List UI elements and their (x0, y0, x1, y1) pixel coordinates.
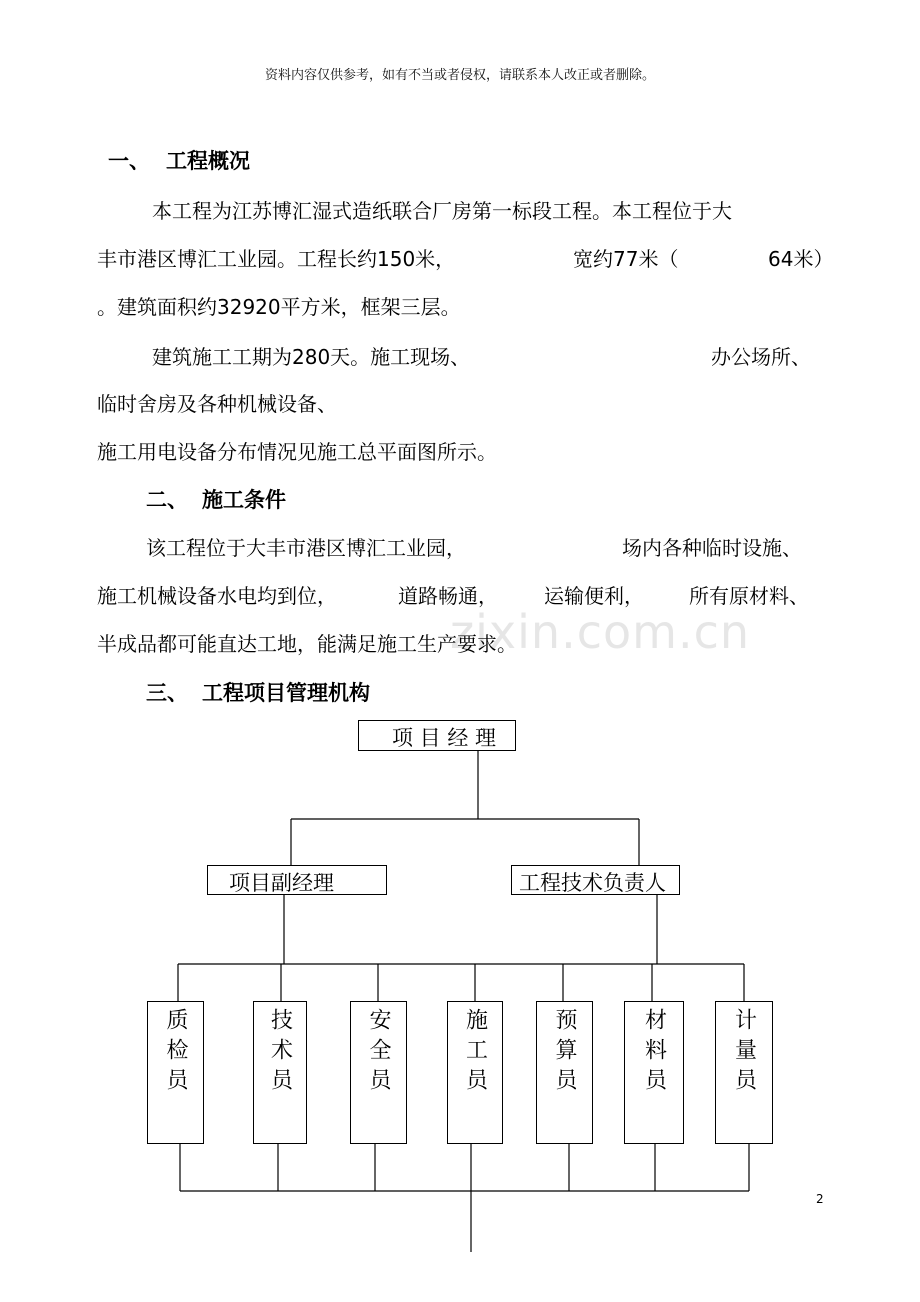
s1-line4b: 办公场所、 (711, 345, 811, 369)
box-measurement-officer (715, 1001, 773, 1144)
box-quality-inspector (147, 1001, 204, 1144)
page-number: 2 (816, 1192, 824, 1206)
s2-line3: 半成品都可能直达工地，能满足施工生产要求。 (97, 632, 517, 656)
s2-line2d: 所有原材料、 (689, 584, 809, 608)
label-safety-officer: 安全员 (366, 1008, 391, 1098)
box-safety-officer (350, 1001, 407, 1144)
section-1-number: 一、 (108, 149, 150, 173)
section-3-number: 三、 (146, 681, 188, 705)
label-quality-inspector: 质检员 (163, 1008, 188, 1098)
s2-line1b: 场内各种临时设施、 (622, 536, 802, 560)
label-measurement-officer: 计量员 (731, 1008, 757, 1098)
box-construction-worker (447, 1001, 503, 1144)
section-2-title: 施工条件 (202, 488, 286, 512)
label-deputy-manager: 项目副经理 (229, 871, 334, 895)
label-tech-lead: 工程技术负责人 (519, 871, 666, 895)
box-materials-officer (624, 1001, 684, 1144)
section-1-title: 工程概况 (166, 149, 250, 173)
s1-line1: 本工程为江苏博汇湿式造纸联合厂房第一标段工程。本工程位于大 (152, 199, 732, 223)
s1-line6: 施工用电设备分布情况见施工总平面图所示。 (97, 440, 497, 464)
s2-line2a: 施工机械设备水电均到位， (97, 584, 337, 608)
s1-line2a: 丰市港区博汇工业园。工程长约150米， (97, 247, 456, 271)
label-technician: 技术员 (267, 1008, 293, 1098)
s1-line2c: 64米） (768, 247, 834, 271)
section-3-title: 工程项目管理机构 (202, 681, 370, 705)
label-construction-worker: 施工员 (462, 1008, 488, 1098)
s2-line2c: 运输便利， (544, 584, 644, 608)
s2-line1a: 该工程位于大丰市港区博汇工业园， (146, 536, 466, 560)
watermark: zixin.com.cn (450, 605, 751, 659)
s1-line5: 临时舍房及各种机械设备、 (97, 392, 337, 416)
section-2-number: 二、 (146, 488, 188, 512)
box-technician (253, 1001, 307, 1144)
label-materials-officer: 材料员 (641, 1008, 667, 1098)
box-budget-officer (536, 1001, 593, 1144)
disclaimer-header: 资料内容仅供参考，如有不当或者侵权，请联系本人改正或者删除。 (264, 68, 655, 83)
s1-line2b: 宽约77米（ (573, 247, 679, 271)
label-budget-officer: 预算员 (552, 1008, 577, 1098)
s1-line4a: 建筑施工工期为280天。施工现场、 (152, 345, 471, 369)
label-project-manager: 项 目 经 理 (392, 726, 497, 750)
s1-line3: 。建筑面积约32920平方米，框架三层。 (97, 295, 461, 319)
s2-line2b: 道路畅通， (398, 584, 498, 608)
